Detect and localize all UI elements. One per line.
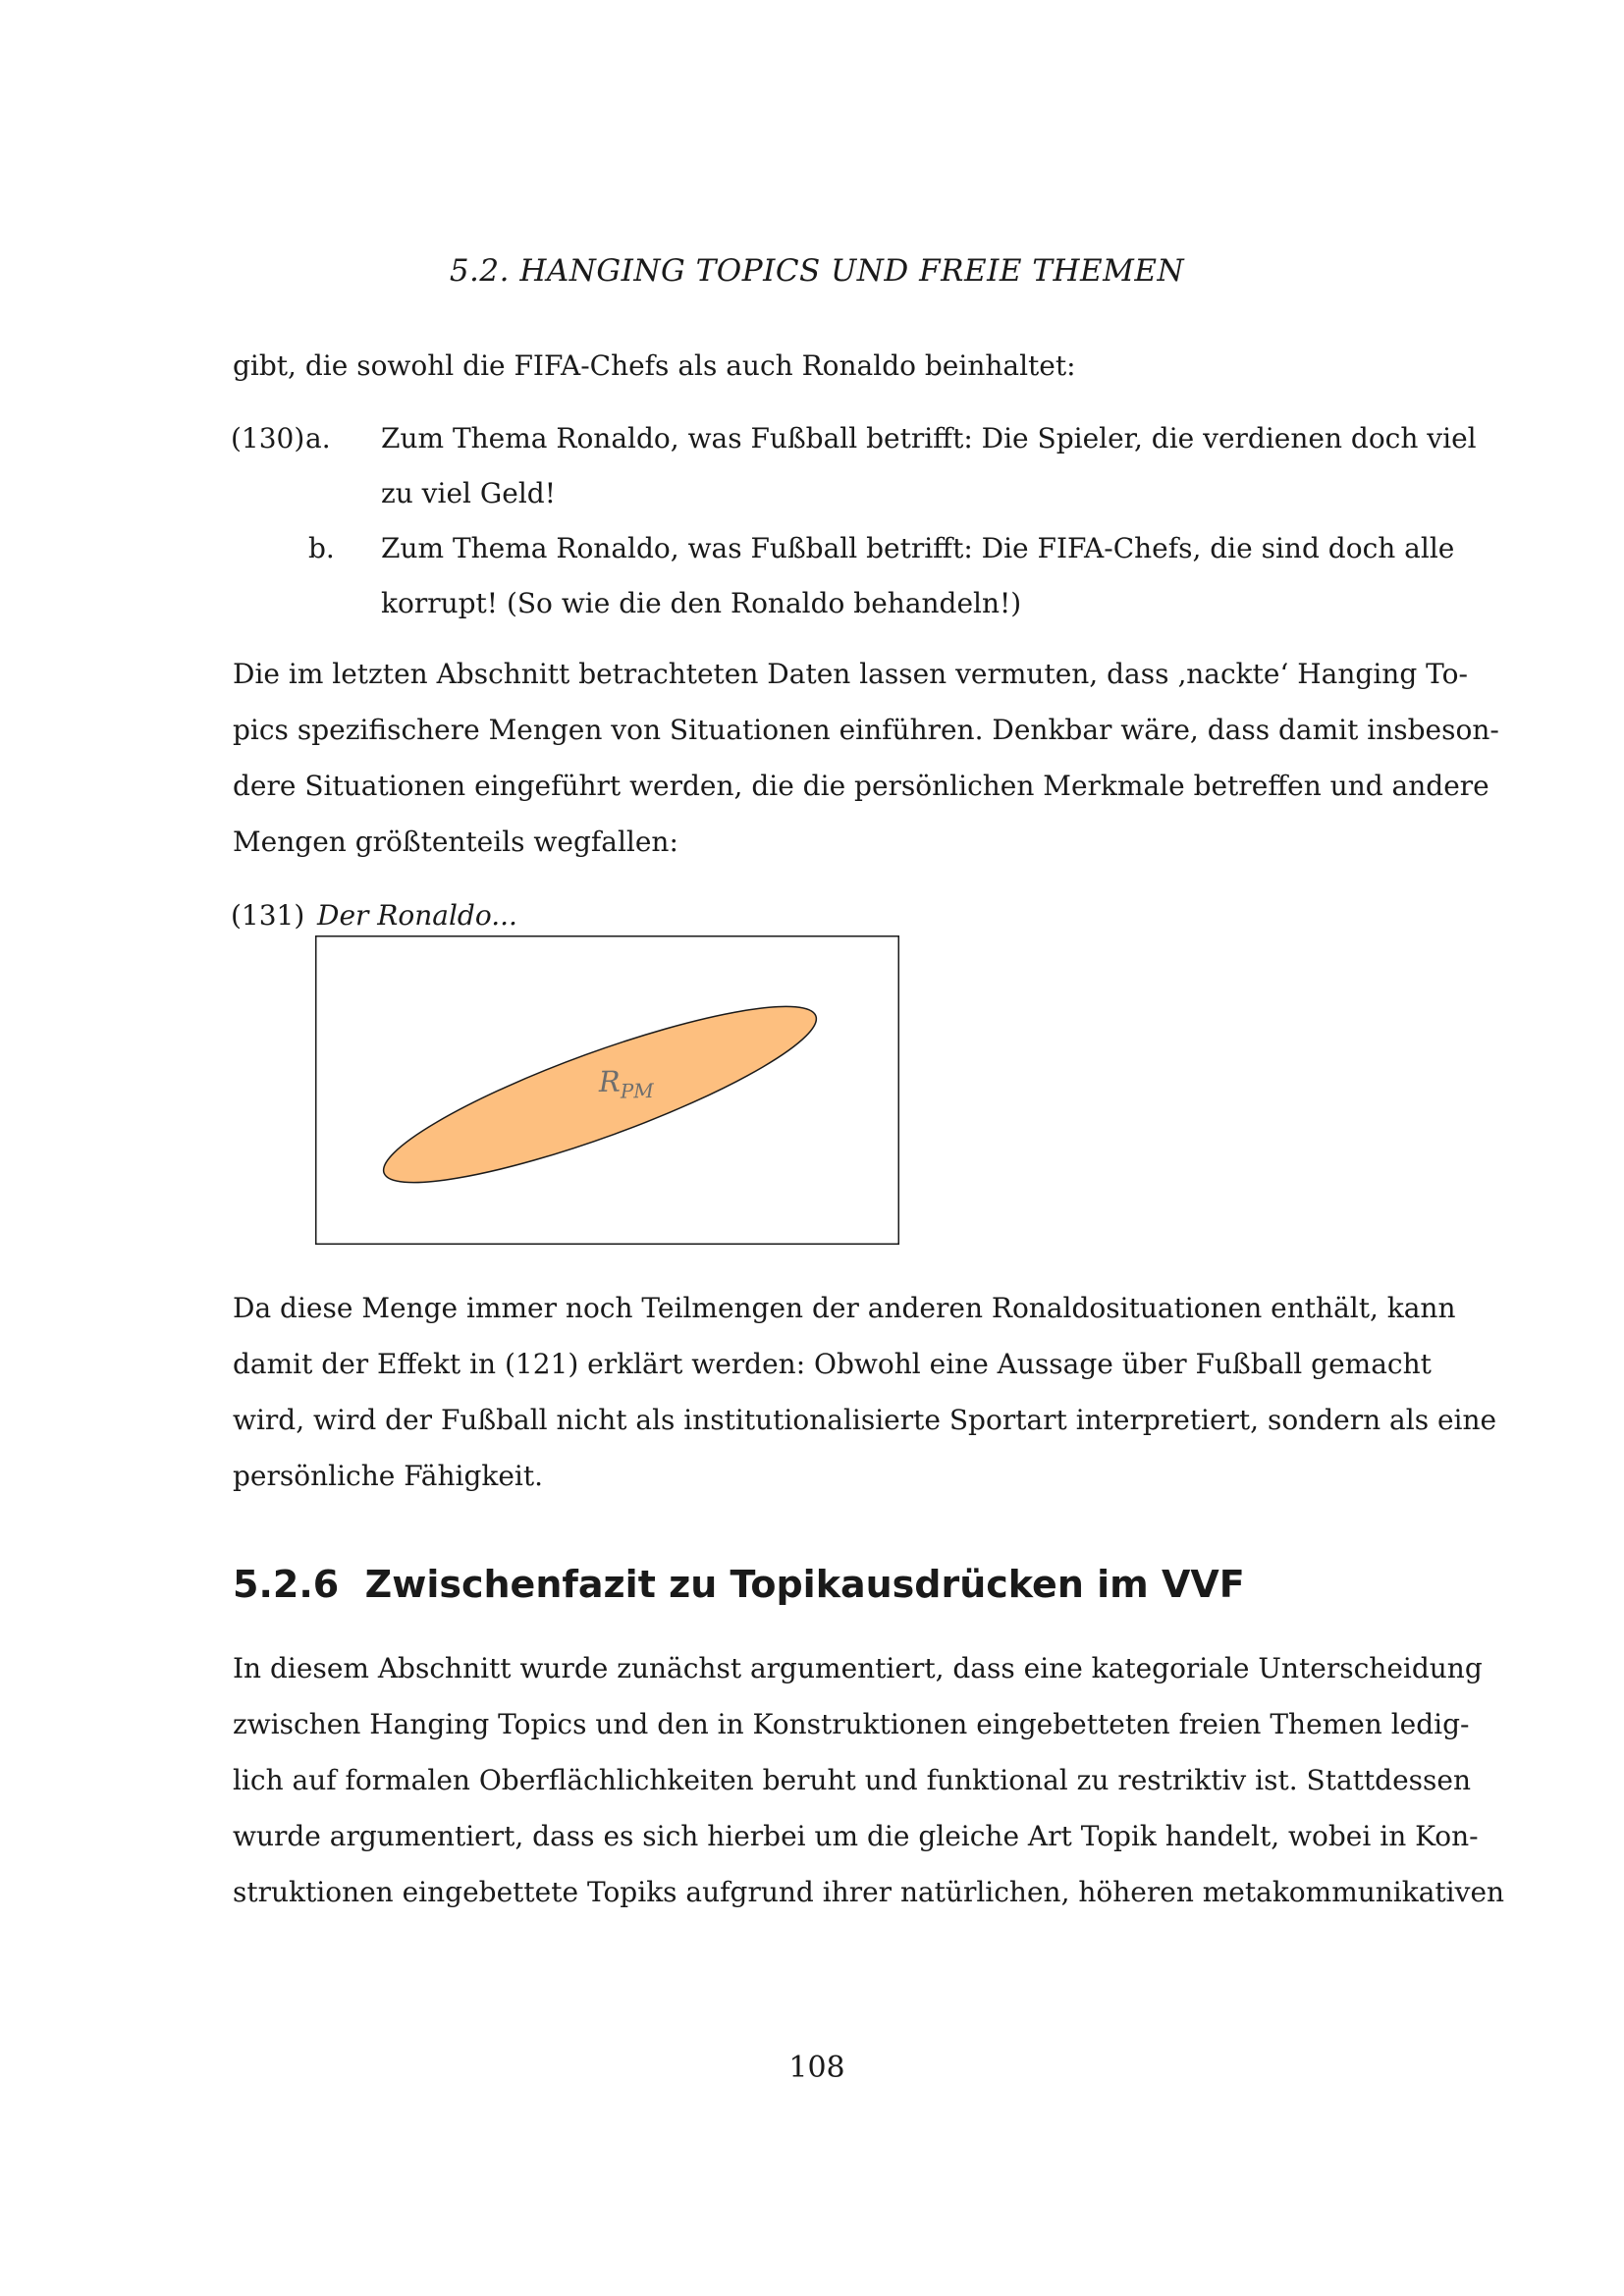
example-item-label: a. (305, 422, 331, 454)
paragraph-line: wird, wird der Fußball nicht als institutionalisierte Sportart interpretiert, sondern als eine (233, 1404, 1497, 1436)
example-item-line: zu viel Geld! (381, 477, 556, 509)
section-title: Zwischenfazit zu Topikausdrücken im VVF (364, 1563, 1245, 1606)
example-number: (130) (231, 422, 305, 454)
example-item-line: korrupt! (So wie die den Ronaldo behandeln!) (381, 587, 1022, 619)
section-number: 5.2.6 (233, 1563, 340, 1606)
example-number: (131) (231, 899, 305, 932)
running-head: 5.2. HANGING TOPICS UND FREIE THEMEN (449, 253, 1185, 289)
section-heading (233, 1563, 1245, 1606)
paragraph-line: dere Situationen eingeführt werden, die die persönlichen Merkmale betreffen und andere (233, 770, 1489, 802)
paragraph-line: lich auf formalen Oberflächlichkeiten beruht und funktional zu restriktiv ist. Stattdessen (233, 1764, 1471, 1796)
example-text: Der Ronaldo... (317, 899, 517, 932)
rpm-label-main: R (598, 1064, 621, 1098)
paragraph-line: wurde argumentiert, dass es sich hierbei um die gleiche Art Topik handelt, wobei in Kon- (233, 1820, 1479, 1852)
example-item-label: b. (308, 532, 335, 564)
page-number: 108 (788, 2051, 845, 2085)
paragraph-line: persönliche Fähigkeit. (233, 1460, 544, 1492)
intro-line: gibt, die sowohl die FIFA-Chefs als auch Ronaldo beinhaltet: (233, 349, 1076, 382)
paragraph-line: zwischen Hanging Topics und den in Konstruktionen eingebetteten freien Themen ledig- (233, 1708, 1470, 1740)
example-item-line: Zum Thema Ronaldo, was Fußball betrifft: Die FIFA-Chefs, die sind doch alle (381, 532, 1455, 564)
rpm-label-sub: PM (620, 1079, 654, 1103)
paragraph-line: In diesem Abschnitt wurde zunächst argumentiert, dass eine kategoriale Unterscheidung (233, 1652, 1483, 1684)
paragraph-line: struktionen eingebettete Topiks aufgrund ihrer natürlichen, höheren metakommunikativen (233, 1876, 1505, 1908)
paragraph-line: Mengen größtenteils wegfallen: (233, 826, 678, 858)
example-item-line: Zum Thema Ronaldo, was Fußball betrifft: Die Spieler, die verdienen doch viel (381, 422, 1477, 454)
paragraph-line: damit der Effekt in (121) erklärt werden: Obwohl eine Aussage über Fußball gemacht (233, 1348, 1432, 1380)
situation-set-figure (315, 935, 899, 1245)
paragraph-line: pics spezifischere Mengen von Situationen einführen. Denkbar wäre, dass damit insbeson- (233, 714, 1499, 746)
paragraph-line: Da diese Menge immer noch Teilmengen der anderen Ronaldosituationen enthält, kann (233, 1292, 1456, 1324)
paragraph-line: Die im letzten Abschnitt betrachteten Daten lassen vermuten, dass ‚nackte‘ Hanging To- (233, 658, 1468, 690)
